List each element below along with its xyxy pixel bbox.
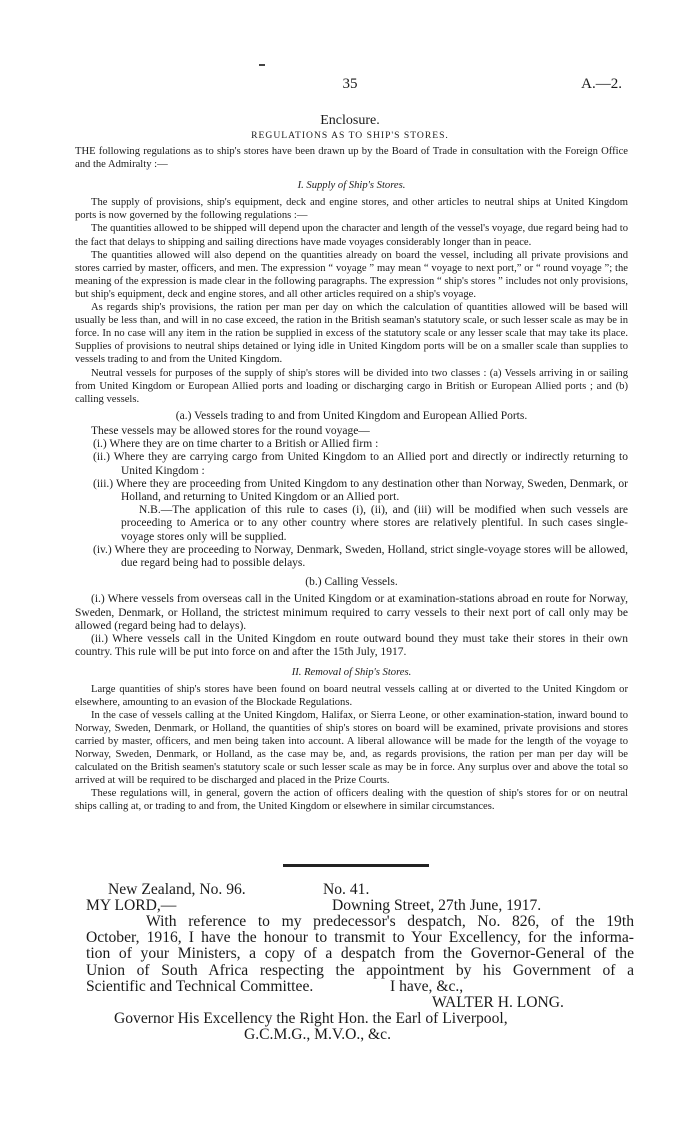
section-1-heading: I. Supply of Ship's Stores. [297,180,406,192]
subsection-b-item: (i.) Where vessels from overseas call in the United Kingdom or at examination-stations abroad en route for Norway, Sweden, Denmark, or Holland, the strictest minimum required to carry vessels to their next port of call only may be allowed (regard being had to delays). [75,593,628,632]
subsection-b-item: (ii.) Where vessels call in the United Kingdom en route outward bound they must take their stores in their own country. This rule will be put into force on and after the 15th July, 1917. [75,633,628,659]
s1-paragraph: The quantities allowed will also depend on the quantities already on board the vessel, including all private provisions and stores carried by master, officers, and men. The expression “ voyage ” may mean “ voyage to next port,” or “ round voyage ”; the meaning of the expression is made clear in the following paragraphs. The expression “ ship's stores ” includes not only provisions, but ship's equipment, deck and engine stores, and all other articles required on a ship's voyage. [75,249,628,300]
enclosure-subtitle: REGULATIONS AS TO SHIP'S STORES. [251,130,449,141]
nz-despatch-number: New Zealand, No. 96. [108,881,246,898]
subsection-a-item: (iv.) Where they are proceeding to Norway, Denmark, Sweden, Holland, strict single-voyage stores will be allowed, due regard being had to possible delays. [93,543,628,570]
subsection-a-item: (iii.) Where they are proceeding from United Kingdom to any destination other than Norway, Sweden, Denmark, or Holland, and returning to United Kingdom or an Allied port. [93,477,628,503]
closing: I have, &c., [390,977,464,995]
addressee-line: Governor His Excellency the Right Hon. the Earl of Liverpool, [114,1009,508,1027]
addressee-honours: G.C.M.G., M.V.O., &c. [244,1026,391,1044]
letter-body-line: tion of your Ministers, a copy of a despatch from the Governor-General of the [86,945,634,963]
salutation: MY LORD,— [86,897,177,914]
subsection-b-heading: (b.) Calling Vessels. [305,576,398,589]
intro-paragraph: THE following regulations as to ship's stores have been drawn up by the Board of Trade in consultation with the Foreign Office and the Admiralty :— [75,146,628,171]
document-reference: A.—2. [581,76,622,92]
subsection-a-heading: (a.) Vessels trading to and from United Kingdom and European Allied Ports. [175,409,528,422]
despatch-letter [86,882,634,1043]
s1-paragraph: As regards ship's provisions, the ration per man per day on which the calculation of quantities allowed will be based will usually be less than, and will in no case exceed, the ration in the British seaman's statutory scale, or such lesser scale as may be in force. In no case will any item in the ration be supplied in excess of the statutory scale or any lesser scale that may take its place. Supplies of provisions to neutral ships detained or lying idle in United Kingdom ports will be on a smaller scale than supplies to vessels trading to and from the United Kingdom. [75,302,628,366]
s2-paragraph: These regulations will, in general, govern the action of officers dealing with the question of ship's stores for or on neutral ships calling at, or trading to and from, the United Kingdom or elsewhere in similar circumstances. [75,788,628,813]
section-divider [283,864,429,867]
letter-body-line: October, 1916, I have the honour to transmit to Your Excellency, for the informa- [86,929,634,947]
subsection-a-item: (ii.) Where they are carrying cargo from United Kingdom to an Allied port and directly or indirectly returning to United Kingdom : [93,451,628,477]
s2-paragraph: In the case of vessels calling at the United Kingdom, Halifax, or Sierra Leone, or other examination-station, inward bound to Norway, Sweden, Denmark, or Holland, the quantities of ship's stores on board will be examined, private provisions and stores carried by master, officers, and men being taken into account. A liberal allowance will be made for the length of the voyage to Norway, Sweden, Denmark, or Holland, as the case may be, and, as regards provisions, the ration per man per day will be calculated on the British seamen's statutory scale or such lesser scale as may be in force. Any surplus over and above the total so arrived at will be required to be discharged and placed in the Prize Courts. [75,709,628,787]
place-date: Downing Street, 27th June, 1917. [332,897,542,914]
subsection-a-item: (i.) Where they are on time charter to a British or Allied firm : [93,438,379,451]
page-number: 35 [342,76,358,92]
subsection-a-intro: These vessels may be allowed stores for the round voyage— [91,424,370,437]
letter-body-line: Union of South Africa respecting the appointment by his Government of a [86,961,634,979]
signature: WALTER H. LONG. [432,993,564,1011]
enclosure-title: Enclosure. [320,113,380,128]
letter-last-line: Scientific and Technical Committee. [86,977,314,995]
regulations-text [75,145,628,813]
s1-paragraph: The supply of provisions, ship's equipment, deck and engine stores, and other articles to neutral ships at United Kingdom ports is now governed by the following regulations :— [75,197,628,222]
section-2-heading: II. Removal of Ship's Stores. [291,667,412,679]
s1-paragraph: The quantities allowed to be shipped will depend upon the character and length of the vessel's voyage, due regard being had to the fact that delays to shipping and sailing directions have made voyages considerably longer than in peace. [75,223,628,248]
header-dash [259,64,265,66]
s1-paragraph: Neutral vessels for purposes of the supply of ship's stores will be divided into two classes : (a) Vessels arriving in or sailing from United Kingdom or European Allied ports and loading or discharging cargo in British or European Allied ports ; and (b) calling vessels. [75,367,628,405]
nb-note: N.B.—The application of this rule to cases (i), (ii), and (iii) will be modified when such vessels are proceeding to America or to any other country where stores are relatively plentiful. In such cases single-voyage stores only will be supplied. [121,504,628,543]
s2-paragraph: Large quantities of ship's stores have been found on board neutral vessels calling at or diverted to the United Kingdom or elsewhere, amounting to an evasion of the Blockade Regulations. [75,683,628,708]
despatch-number: No. 41. [323,881,370,898]
letter-body-line: With reference to my predecessor's despatch, No. 826, of the 19th [146,913,634,930]
